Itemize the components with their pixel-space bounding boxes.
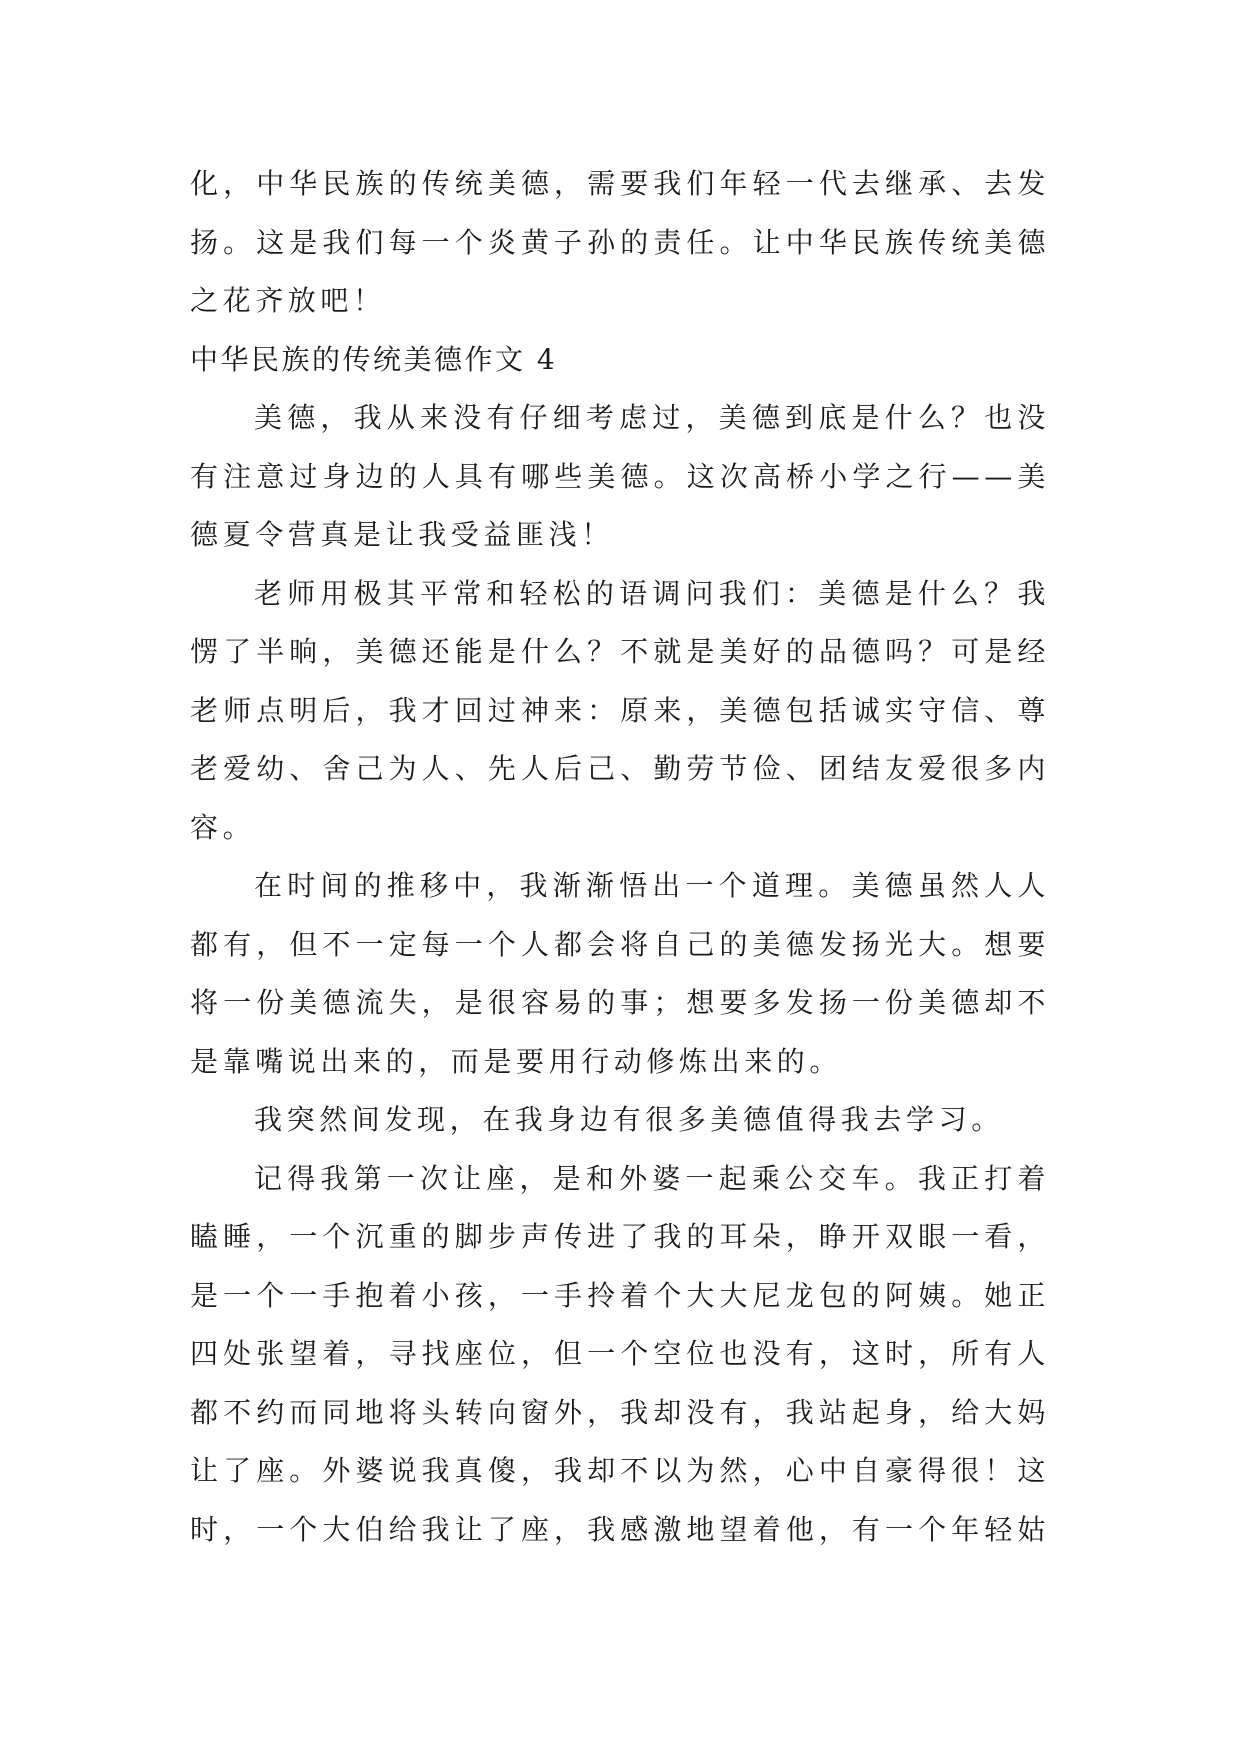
text-line: 之花齐放吧！ [190,284,386,317]
text-line: 将一份美德流失，是很容易的事；想要多发扬一份美德却不 [190,986,1050,1019]
section-title: 中华民族的传统美德作文 4 [190,342,558,376]
text-line: 愣了半晌，美德还能是什么？不就是美好的品德吗？可是经 [190,635,1050,668]
continuation-paragraph [190,155,1050,331]
text-line: 化，中华民族的传统美德，需要我们年轻一代去继承、去发 [190,167,1050,200]
text-line: 容。 [190,810,256,844]
paragraph-3 [190,857,1050,1091]
text-line: 在时间的推移中，我渐渐悟出一个道理。美德虽然人人 [254,869,1050,902]
text-line: 都不约而同地将头转向窗外，我却没有，我站起身，给大妈 [190,1395,1050,1429]
text-line: 四处张望着，寻找座位，但一个空位也没有，这时，所有人 [190,1337,1050,1370]
text-line: 老师用极其平常和轻松的语调问我们：美德是什么？我 [254,576,1050,610]
paragraph-4 [190,1091,1050,1150]
paragraph-5 [190,1150,1050,1560]
paragraph-2 [190,565,1050,858]
text-line: 老师点明后，我才回过神来：原来，美德包括诚实守信、尊 [190,693,1050,727]
text-line: 扬。这是我们每一个炎黄子孙的责任。让中华民族传统美德 [190,225,1050,259]
text-line: 让了座。外婆说我真傻，我却不以为然，心中自豪得很！这 [190,1454,1050,1487]
text-line: 德夏令营真是让我受益匪浅！ [190,518,614,551]
text-line: 是一个一手抱着小孩，一手拎着个大大尼龙包的阿姨。她正 [190,1278,1050,1312]
text-line: 都有，但不一定每一个人都会将自己的美德发扬光大。想要 [190,927,1050,961]
text-line: 有注意过身边的人具有哪些美德。这次高桥小学之行——美 [190,459,1050,493]
text-line: 美德，我从来没有仔细考虑过，美德到底是什么？也没 [254,401,1050,434]
text-line: 我突然间发现，在我身边有很多美德值得我去学习。 [254,1103,1004,1136]
text-line: 是靠嘴说出来的，而是要用行动修炼出来的。 [190,1044,843,1078]
paragraph-1 [190,389,1050,565]
text-line: 老爱幼、舍己为人、先人后己、勤劳节俭、团结友爱很多内 [190,752,1050,785]
document-page [190,155,1050,1559]
text-line: 记得我第一次让座，是和外婆一起乘公交车。我正打着 [254,1161,1050,1195]
text-line: 瞌睡，一个沉重的脚步声传进了我的耳朵，睁开双眼一看， [190,1220,1050,1253]
text-line: 时，一个大伯给我让了座，我感激地望着他，有一个年轻姑 [190,1512,1050,1546]
